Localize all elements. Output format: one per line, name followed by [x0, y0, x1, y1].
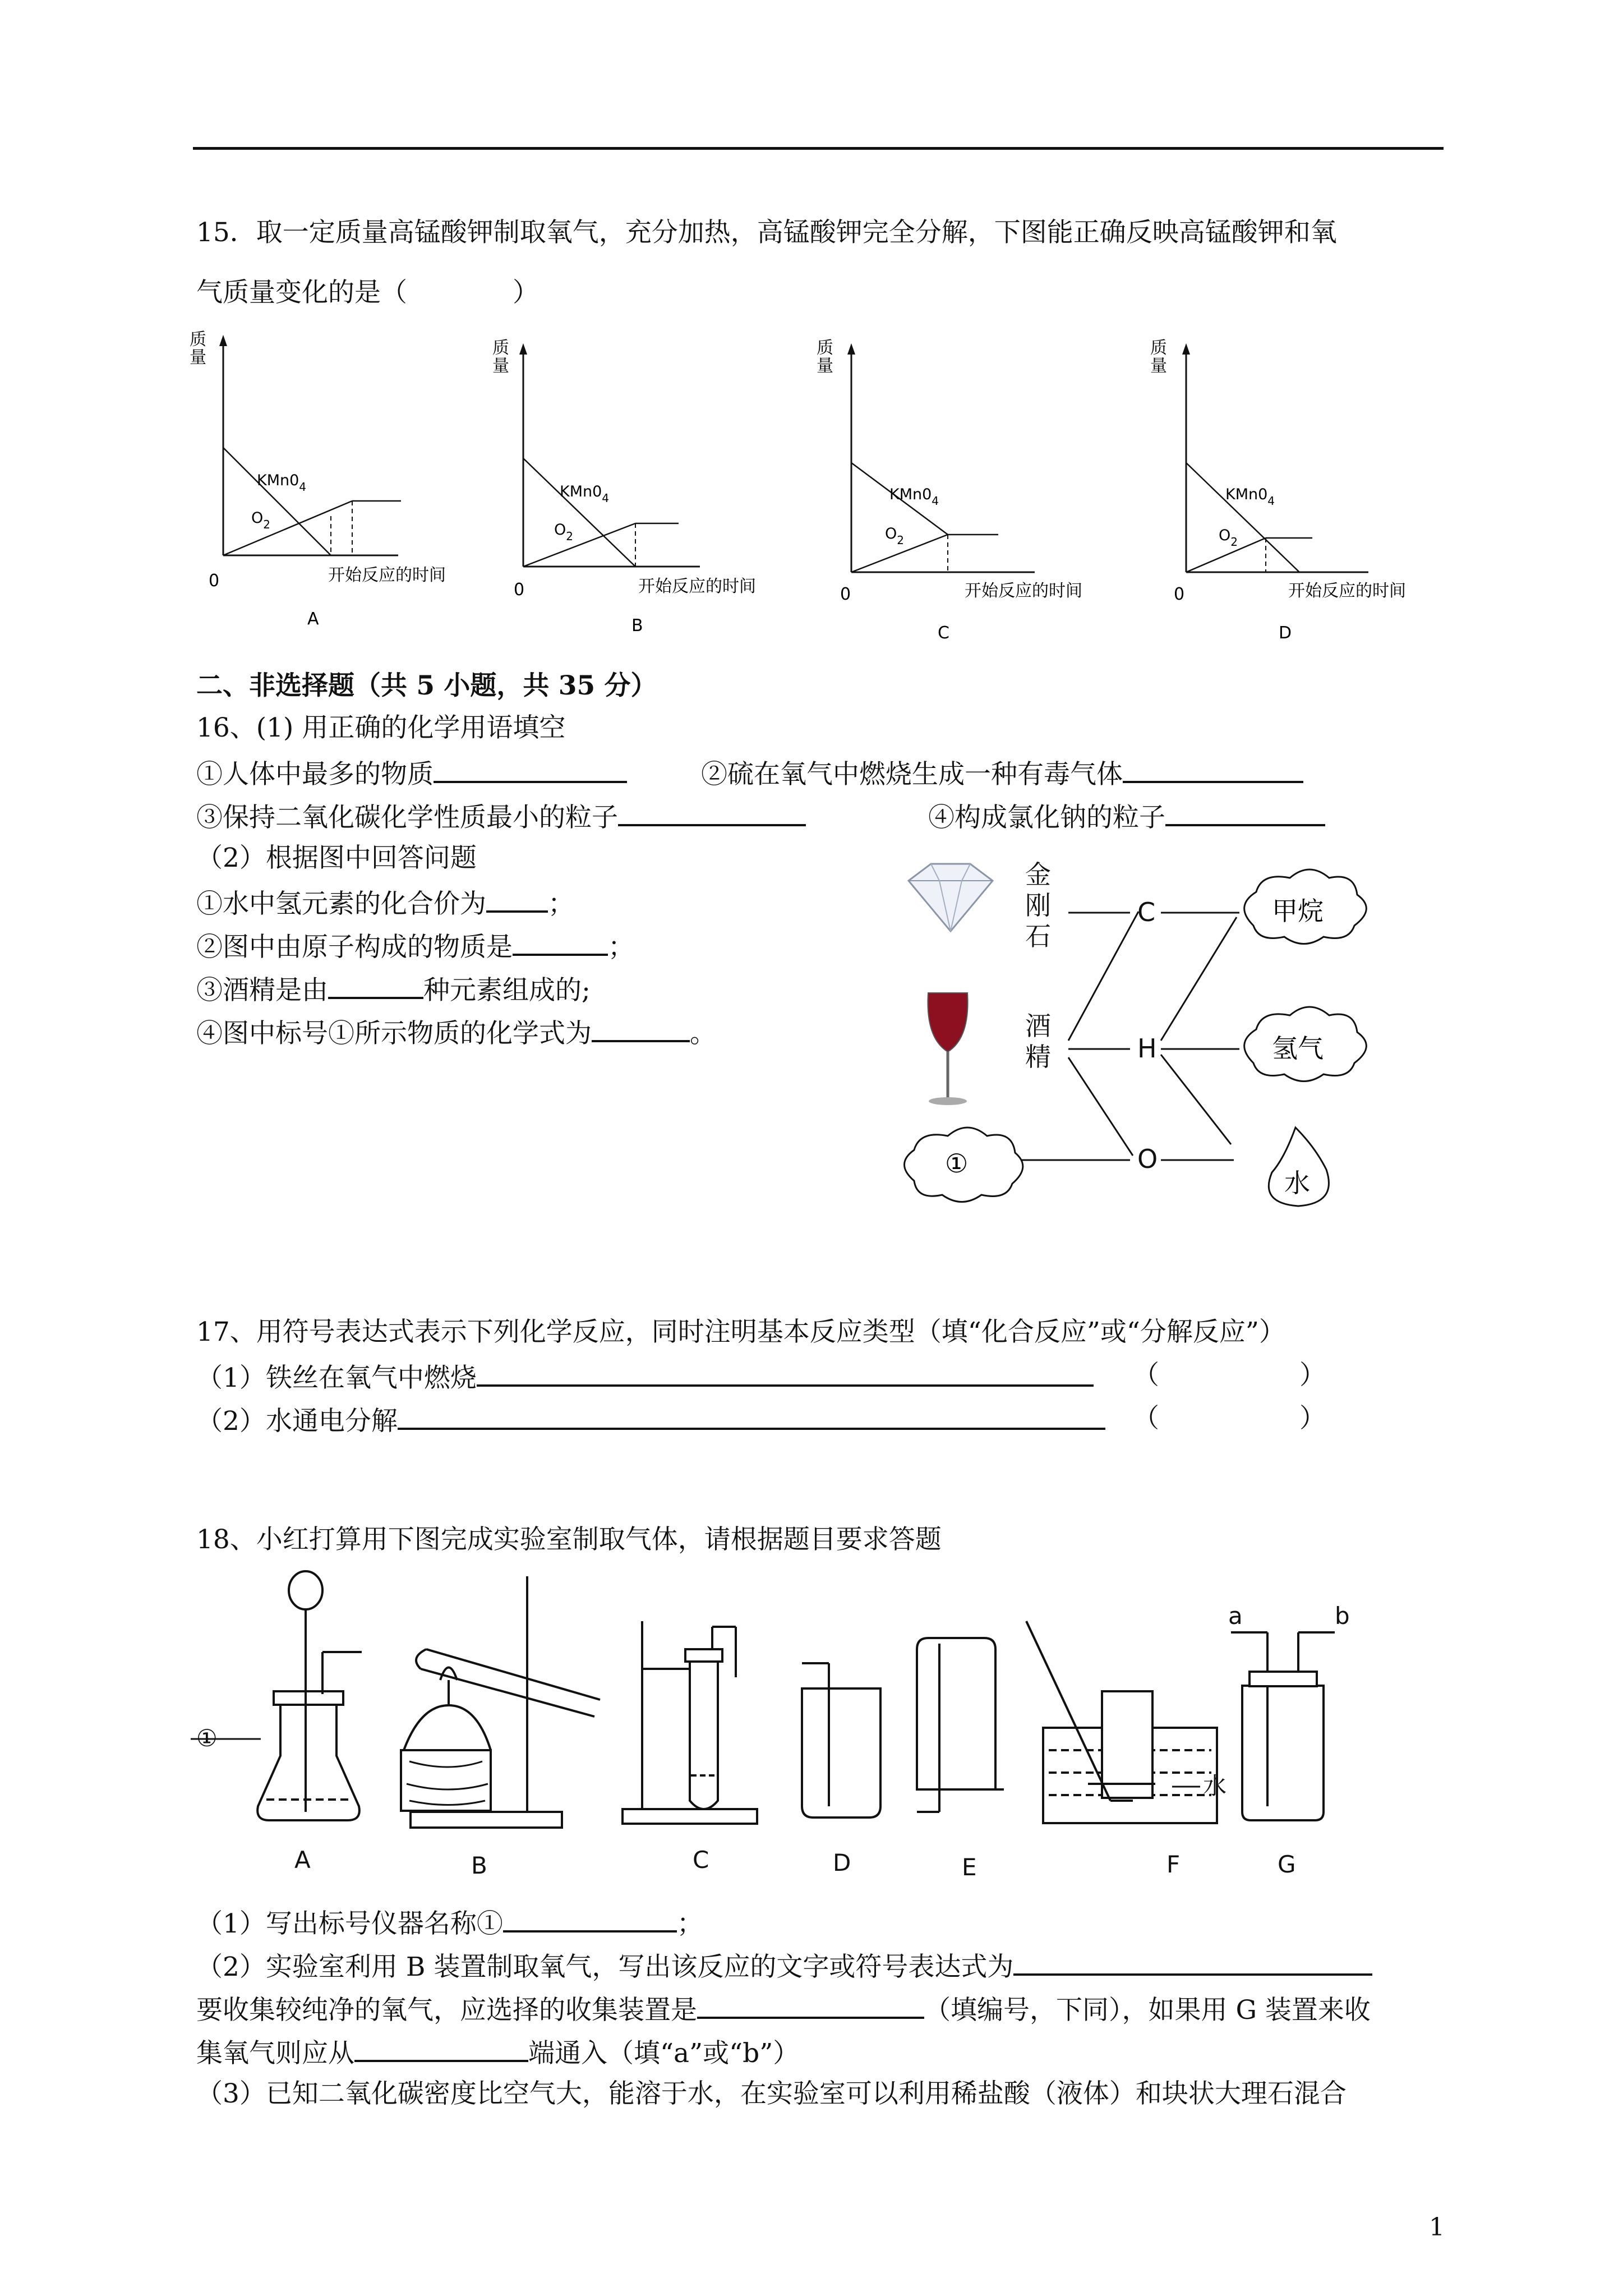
svg-text:酒: 酒	[1025, 1011, 1051, 1041]
kmno4-line	[223, 448, 331, 555]
answer-blank[interactable]	[1165, 798, 1325, 826]
q16-sub3: ③酒精是由 种元素组成的;	[196, 971, 591, 1007]
kmno4-line	[523, 458, 635, 567]
wine-glass-icon	[928, 993, 967, 1105]
apparatus-figure	[196, 1565, 1424, 1881]
svg-text:O2: $O_2$	[885, 525, 904, 547]
page-number: 1	[1429, 2213, 1445, 2242]
label-circle-1: ①	[196, 1724, 218, 1752]
q16-item4: ④构成氯化钠的粒子	[928, 798, 1325, 835]
x-axis-label: 开始反应的时间	[638, 577, 756, 596]
svg-text:E: E	[962, 1853, 977, 1881]
element-diagram	[897, 853, 1430, 1212]
apparatus-d	[802, 1663, 880, 1818]
q16-part2-title: （2）根据图中回答问题	[196, 843, 477, 873]
svg-text:A: A	[294, 1846, 311, 1874]
answer-blank[interactable]	[328, 971, 423, 999]
answer-blank[interactable]	[513, 928, 608, 956]
q18-sub3-line1: （3）已知二氧化碳密度比空气大，能溶于水，在实验室可以利用稀盐酸（液体）和块状大理石混合	[196, 2078, 1347, 2109]
apparatus-g	[1231, 1632, 1335, 1820]
answer-blank[interactable]	[1123, 755, 1303, 783]
label-water: 水	[1203, 1772, 1227, 1800]
y-axis-label: 量	[190, 348, 206, 367]
graph-c	[808, 328, 1082, 643]
label-a: a	[1228, 1602, 1243, 1630]
q15-line2: 气质量变化的是（ ）	[196, 277, 539, 308]
y-axis-label: 量	[1150, 356, 1167, 376]
o2-line	[223, 501, 352, 555]
svg-text:O2: $O_2$	[251, 509, 270, 531]
y-axis-label: 质	[817, 338, 833, 358]
q15-line1: 15．取一定质量高锰酸钾制取氧气，充分加热，高锰酸钾完全分解，下图能正确反映高锰酸钾和氧	[196, 217, 1337, 248]
q17-item1: （1）铁丝在氧气中燃烧	[196, 1359, 1094, 1395]
x-axis-label: 开始反应的时间	[1288, 581, 1406, 601]
answer-blank[interactable]	[398, 1402, 1105, 1430]
origin-label: 0	[514, 580, 525, 600]
answer-blank[interactable]	[592, 1014, 690, 1042]
graph-letter: C	[938, 623, 949, 643]
graph-letter: B	[631, 616, 643, 636]
element-h: H	[1137, 1033, 1157, 1064]
answer-blank[interactable]	[434, 755, 627, 783]
svg-text:精: 精	[1025, 1042, 1051, 1072]
svg-text:D: D	[833, 1849, 851, 1876]
x-axis-label: 开始反应的时间	[328, 565, 446, 585]
graph-d	[1141, 328, 1410, 642]
svg-text:水: 水	[1284, 1168, 1310, 1198]
x-axis-label: 开始反应的时间	[965, 581, 1082, 601]
header-rule	[193, 147, 1444, 150]
q16-sub1: ①水中氢元素的化合价为 ；	[196, 885, 574, 921]
apparatus-a	[191, 1571, 362, 1820]
y-axis-label: 量	[492, 356, 509, 376]
answer-blank[interactable]	[477, 1359, 1094, 1387]
answer-blank[interactable]	[697, 1991, 924, 2019]
svg-text:C: C	[693, 1846, 709, 1874]
svg-text:KMn04: $KMn0_4$	[1225, 486, 1275, 508]
svg-text:G: G	[1278, 1851, 1296, 1878]
origin-label: 0	[209, 571, 220, 591]
apparatus-c	[623, 1621, 757, 1824]
apparatus-e	[917, 1638, 1004, 1812]
svg-text:刚: 刚	[1025, 890, 1051, 921]
svg-text:O2: $O_2$	[1219, 527, 1238, 549]
svg-text:①: ①	[945, 1148, 969, 1179]
svg-text:金: 金	[1025, 859, 1051, 890]
svg-text:KMn04: $KMn0_4$	[257, 472, 307, 494]
svg-text:KMn04: $KMn0_4$	[560, 483, 610, 505]
diamond-icon	[909, 864, 993, 931]
q18-sub2-line2: 要收集较纯净的氧气，应选择的收集装置是 （填编号，下同），如果用 G 装置来收	[196, 1991, 1371, 2027]
graph-b	[481, 328, 756, 642]
element-o: O	[1137, 1144, 1158, 1174]
answer-blank[interactable]	[503, 1904, 677, 1932]
q16-item3: ③保持二氧化碳化学性质最小的粒子	[196, 798, 806, 835]
svg-text:O2: $O_2$	[554, 521, 573, 543]
q16-item1: ①人体中最多的物质	[196, 755, 627, 792]
svg-text:氢气: 氢气	[1272, 1033, 1324, 1064]
origin-label: 0	[840, 585, 851, 604]
answer-blank[interactable]	[486, 885, 548, 913]
y-axis-label: 质	[492, 338, 509, 358]
origin-label: 0	[1174, 585, 1185, 604]
svg-text:F: F	[1166, 1851, 1181, 1878]
q18-sub2-line1: （2）实验室利用 B 装置制取氧气，写出该反应的文字或符号表达式为	[196, 1948, 1372, 1984]
graph-letter: A	[307, 609, 319, 629]
kmno4-line	[1186, 463, 1299, 572]
q18-sub1: （1）写出标号仪器名称① ；	[196, 1904, 703, 1941]
q16-item2: ②硫在氧气中燃烧生成一种有毒气体	[701, 755, 1303, 792]
q17-type1: （ ）	[1133, 1360, 1326, 1391]
label-b: b	[1335, 1602, 1350, 1630]
apparatus-b	[401, 1576, 600, 1828]
y-axis-label: 质	[190, 330, 206, 349]
q17-type2: （ ）	[1133, 1403, 1326, 1434]
q16-sub4: ④图中标号①所示物质的化学式为 。	[196, 1014, 716, 1051]
answer-blank[interactable]	[618, 798, 806, 826]
element-c: C	[1137, 897, 1156, 927]
svg-text:KMn04: $KMn0_4$	[889, 486, 939, 508]
y-axis-label: 量	[817, 356, 833, 376]
q17-line1: 17、用符号表达式表示下列化学反应，同时注明基本反应类型（填“化合反应”或“分解反应”）	[196, 1317, 1285, 1347]
svg-text:石: 石	[1025, 921, 1051, 951]
q17-item2: （2）水通电分解	[196, 1402, 1105, 1438]
answer-blank[interactable]	[354, 2034, 528, 2062]
section-title: 二、非选择题（共 5 小题，共 35 分）	[196, 670, 657, 701]
apparatus-f	[1026, 1621, 1217, 1823]
answer-blank[interactable]	[1013, 1948, 1372, 1976]
svg-text:甲烷: 甲烷	[1272, 896, 1324, 926]
o2-line	[523, 523, 635, 567]
q16-part1-title: 16、(1) 用正确的化学用语填空	[196, 712, 566, 743]
graph-a	[185, 328, 454, 642]
graph-letter: D	[1279, 623, 1292, 643]
q18-line1: 18、小红打算用下图完成实验室制取气体，请根据题目要求答题	[196, 1524, 942, 1555]
q18-sub2-line3: 集氧气则应从 端通入（填“a”或“b”）	[196, 2034, 799, 2070]
y-axis-label: 质	[1150, 338, 1167, 358]
q16-sub2: ②图中由原子构成的物质是 ；	[196, 928, 634, 964]
svg-text:B: B	[471, 1852, 487, 1879]
